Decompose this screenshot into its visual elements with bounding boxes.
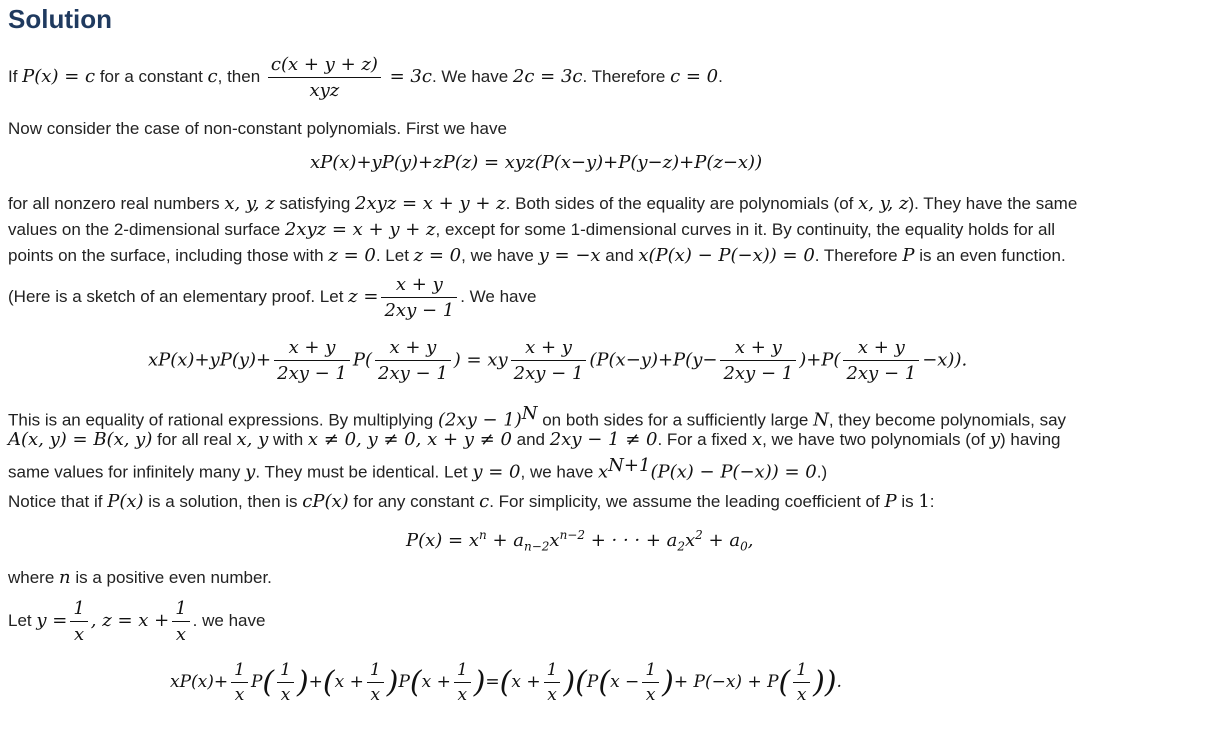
math: P	[586, 672, 599, 692]
paren-open: (	[409, 665, 422, 700]
math-superscript: n	[478, 528, 487, 542]
text: This is an equality of rational expressions. By multiplying	[8, 410, 438, 430]
math: (P(x−y)+P(y−	[589, 349, 718, 371]
text: for any constant	[348, 492, 480, 511]
solution-heading: Solution	[8, 4, 112, 34]
text: .	[718, 66, 723, 86]
paren-open: (	[322, 665, 335, 700]
fraction-denominator: x	[70, 621, 87, 645]
paragraph-line	[8, 245, 1066, 266]
main-equation: xP(x)+yP(y)+zP(z) = xyz(P(x−y)+P(y−z)+P(z−x))	[310, 152, 763, 173]
math: + a	[486, 530, 524, 551]
fraction-numerator: 1	[645, 660, 657, 680]
text: :	[929, 492, 935, 511]
math: x	[549, 530, 560, 551]
fraction-numerator: 1	[456, 660, 468, 680]
text: Let	[8, 610, 37, 630]
math: n	[59, 567, 71, 588]
fraction-numerator: x + y	[288, 337, 336, 358]
math: y = 0	[472, 461, 521, 483]
text: , we have	[461, 246, 539, 265]
math: y =	[36, 609, 68, 631]
math: y = −x	[538, 245, 601, 266]
fraction	[511, 337, 587, 384]
fraction	[720, 337, 796, 384]
text: ). They have the same	[908, 194, 1078, 213]
math: , z = x +	[90, 609, 170, 631]
math: + a	[702, 530, 741, 551]
math: P(x) = x	[406, 530, 479, 551]
fraction	[231, 660, 248, 705]
fraction-numerator: 1	[369, 660, 381, 680]
text: points on the surface, including those with	[8, 246, 329, 265]
math: 2c = 3c	[512, 65, 583, 87]
fraction-numerator: 1	[175, 598, 187, 619]
math: x	[751, 429, 763, 450]
fraction	[172, 598, 189, 645]
fraction-numerator: 1	[796, 660, 808, 680]
math: z = 0	[413, 245, 462, 266]
text: where	[8, 568, 60, 587]
paren-close: )	[662, 665, 674, 700]
math-superscript: N+1	[608, 455, 651, 476]
substitution-line	[8, 598, 265, 645]
math: + P(−x) + P	[673, 672, 779, 692]
math: A(x, y) = B(x, y)	[8, 429, 153, 450]
text: Notice that if	[8, 492, 108, 511]
math: 2xyz = x + y + z	[284, 219, 436, 240]
math: −x)).	[922, 349, 968, 371]
fraction	[367, 660, 384, 705]
text: . we have	[192, 610, 266, 630]
paragraph-line	[8, 491, 935, 512]
math: x −	[610, 672, 640, 692]
paren-open: (	[575, 665, 587, 700]
paragraph-line	[8, 403, 1066, 431]
fraction	[70, 598, 87, 645]
fraction-numerator: x + y	[734, 337, 782, 358]
fraction-numerator: x + y	[389, 337, 437, 358]
fraction-denominator: x	[172, 621, 189, 645]
text: . Let	[375, 246, 414, 265]
polynomial-form-equation	[406, 528, 753, 554]
math: y	[245, 461, 256, 483]
fraction-denominator: 2xy − 1	[375, 360, 451, 384]
text: .)	[816, 462, 828, 482]
math: 1	[918, 491, 930, 512]
text: , we have	[520, 462, 599, 482]
math: x	[598, 461, 609, 483]
math: (2xy − 1)	[437, 409, 522, 431]
text: with	[268, 430, 308, 449]
text: satisfying	[274, 194, 356, 213]
fraction-denominator: 2xy − 1	[843, 360, 919, 384]
text: for all nonzero real numbers	[8, 194, 225, 213]
math: P(	[352, 349, 373, 371]
math: ,	[747, 530, 754, 551]
final-equation	[170, 660, 842, 705]
paren-open: (	[598, 665, 611, 700]
text: same values for infinitely many	[8, 462, 246, 482]
math: x(P(x) − P(−x)) = 0	[638, 245, 815, 266]
fraction-numerator: x + y	[857, 337, 905, 358]
math: 2xy − 1 ≠ 0	[549, 429, 658, 450]
paren-close: )	[824, 665, 837, 700]
math: P(x) = c	[22, 65, 96, 87]
math: P	[884, 491, 897, 512]
text: is a solution, then is	[143, 492, 303, 511]
fraction-numerator: x + y	[525, 337, 572, 358]
fraction-denominator: x	[231, 682, 248, 705]
math-superscript: N	[521, 403, 538, 424]
math: c	[207, 65, 218, 87]
text: and	[600, 246, 639, 265]
math: 2xyz = x + y + z	[355, 193, 506, 214]
paren-close: )	[473, 665, 486, 700]
paren-close: )	[813, 665, 825, 700]
text: If	[8, 66, 23, 86]
math-subscript: n−2	[523, 539, 550, 554]
math: = 3c	[383, 65, 432, 87]
fraction-denominator: 2xy − 1	[381, 297, 457, 321]
text: . For simplicity, we assume the leading coefficient of	[489, 492, 885, 511]
fraction	[274, 337, 350, 384]
math: c	[479, 491, 490, 512]
fraction	[642, 660, 659, 705]
text: . They must be identical. Let	[255, 462, 473, 482]
fraction-denominator: x	[642, 682, 659, 705]
paragraph-line	[8, 567, 272, 588]
math: + · · · + a	[584, 530, 678, 551]
text: . We have	[460, 286, 537, 306]
math: z = 0	[328, 245, 376, 266]
text: is an even function.	[914, 246, 1066, 265]
math: x +	[511, 672, 541, 692]
math: xP(x)+yP(y)+	[148, 349, 272, 371]
fraction-numerator: 1	[546, 660, 558, 680]
text: (Here is a sketch of an elementary proof. Let	[8, 286, 349, 306]
paren-close: )	[386, 665, 399, 700]
fraction-numerator: 1	[234, 660, 245, 680]
fraction	[544, 660, 561, 705]
fraction-numerator: 1	[73, 598, 85, 619]
fraction-numerator: 1	[280, 660, 291, 680]
fraction-numerator: x + y	[395, 274, 443, 295]
math-subscript: 2	[677, 539, 686, 554]
text: for all real	[152, 430, 237, 449]
math: P	[902, 245, 915, 266]
math: z =	[348, 285, 379, 307]
text: for a constant	[95, 66, 208, 86]
math: P	[250, 672, 263, 692]
math: .	[836, 672, 842, 692]
math: )+P(	[799, 349, 841, 371]
paragraph-line	[8, 455, 827, 483]
text: and	[511, 430, 550, 449]
math: P	[398, 672, 410, 692]
fraction-denominator: 2xy − 1	[511, 360, 587, 384]
math: =	[485, 672, 500, 692]
math: y	[989, 429, 1000, 450]
text: . Both sides of the equality are polynomials (of	[505, 194, 859, 213]
proof-sketch-line	[8, 274, 536, 321]
text: is	[896, 492, 919, 511]
fraction-denominator: xyz	[268, 77, 381, 101]
math: ) = xy	[453, 349, 508, 371]
paren-open: (	[262, 665, 275, 700]
paren-open: (	[778, 665, 791, 700]
fraction	[277, 660, 294, 705]
fraction-denominator: x	[544, 682, 561, 705]
math: x, y, z	[858, 193, 909, 214]
text: . Therefore	[814, 246, 903, 265]
fraction-denominator: x	[454, 682, 471, 705]
math: x, y	[236, 429, 269, 450]
text: . For a fixed	[657, 430, 752, 449]
text: , except for some 1-dimensional curves in it. By continuity, the equality holds for all	[435, 220, 1056, 239]
text: , they become polynomials, say	[828, 410, 1067, 430]
text: is a positive even number.	[70, 568, 272, 587]
fraction	[375, 337, 451, 384]
text: on both sides for a sufficiently large	[537, 410, 814, 430]
rational-equation	[148, 337, 967, 384]
math: +	[308, 672, 323, 692]
text: , we have two polynomials (of	[762, 430, 990, 449]
paren-close: )	[563, 665, 576, 700]
math: N	[813, 409, 829, 431]
math-subscript: 0	[740, 539, 748, 554]
fraction-denominator: 2xy − 1	[274, 360, 350, 384]
math: c = 0	[670, 65, 719, 87]
math: x +	[334, 672, 364, 692]
math: xP(x)+	[170, 672, 229, 692]
text: , then	[217, 66, 265, 86]
math: x	[685, 530, 696, 551]
fraction	[843, 337, 919, 384]
fraction	[268, 54, 381, 101]
math: x, y, z	[224, 193, 275, 214]
math: (P(x) − P(−x)) = 0	[650, 461, 817, 483]
fraction	[381, 274, 457, 321]
math-superscript: 2	[695, 528, 703, 542]
paren-open: (	[499, 665, 512, 700]
fraction	[454, 660, 471, 705]
fraction-denominator: x	[793, 682, 810, 705]
fraction-denominator: 2xy − 1	[720, 360, 796, 384]
math: x ≠ 0, y ≠ 0, x + y ≠ 0	[307, 429, 512, 450]
paragraph-line	[8, 193, 1077, 214]
math-superscript: n−2	[559, 528, 585, 542]
text: . Therefore	[582, 66, 671, 86]
math: cP(x)	[302, 491, 349, 512]
constant-case-line	[8, 54, 723, 101]
fraction-numerator: c(x + y + z)	[270, 54, 378, 75]
fraction-denominator: x	[277, 682, 294, 705]
text: . We have	[431, 66, 513, 86]
paragraph-line	[8, 219, 1055, 240]
math: P(x)	[107, 491, 144, 512]
paragraph-line	[8, 429, 1060, 450]
text: ) having	[1000, 430, 1061, 449]
nonconstant-intro: Now consider the case of non-constant polynomials. First we have	[8, 119, 507, 138]
fraction	[793, 660, 810, 705]
math: x +	[421, 672, 451, 692]
text: values on the 2-dimensional surface	[8, 220, 285, 239]
paren-close: )	[296, 665, 309, 700]
fraction-denominator: x	[367, 682, 384, 705]
